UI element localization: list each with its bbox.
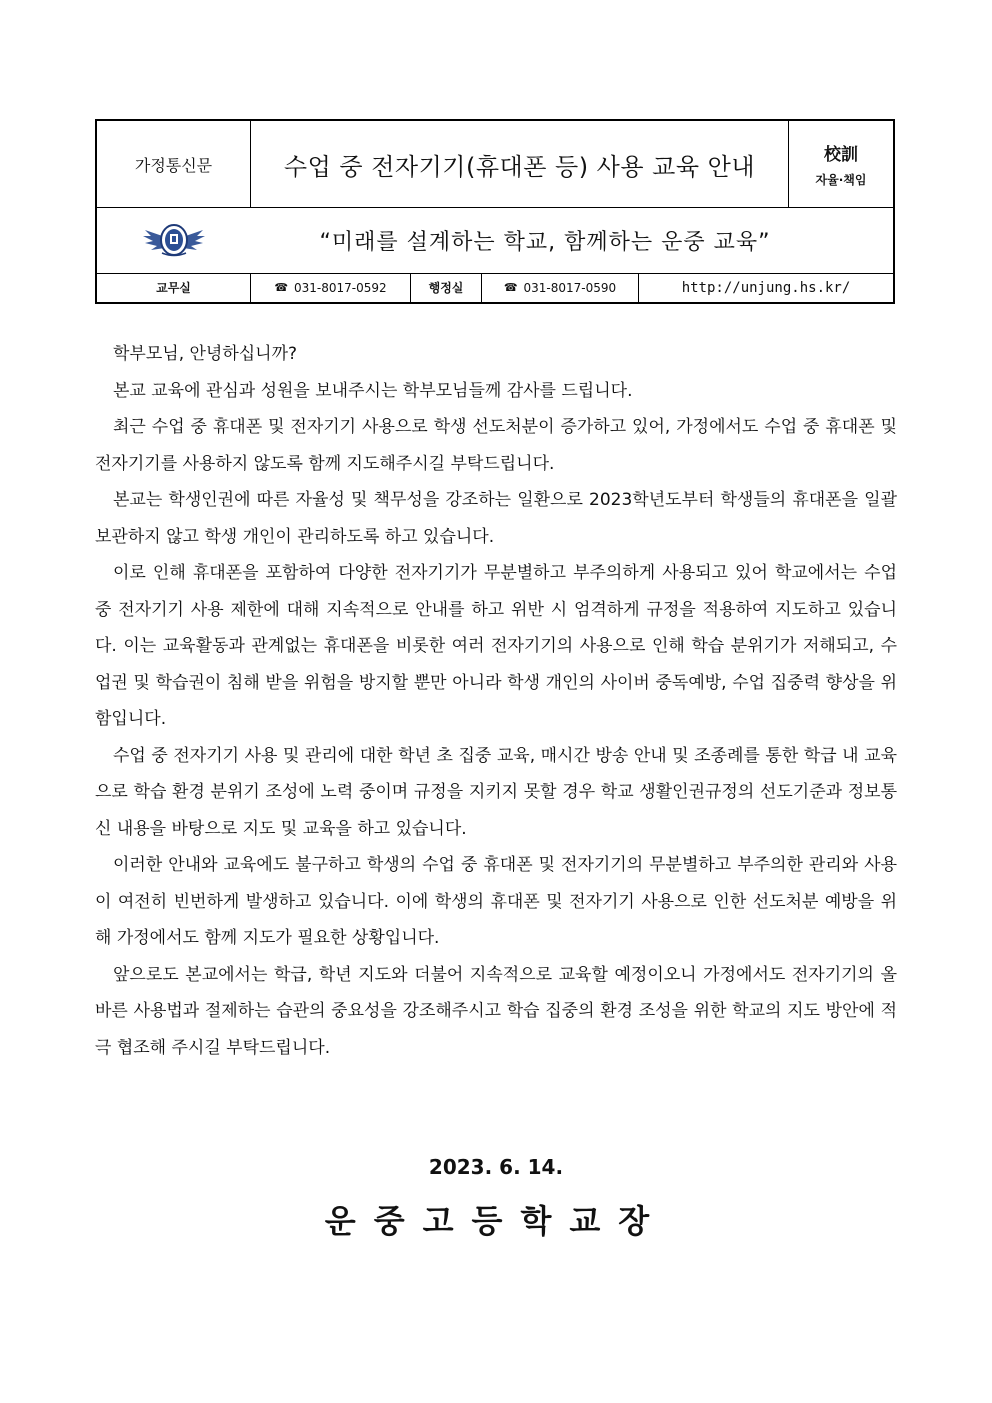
motto-label: 校訓	[824, 145, 858, 165]
phone-number: 031-8017-0592	[294, 280, 387, 295]
letter-paragraph: 최근 수업 중 휴대폰 및 전자기기 사용으로 학생 선도처분이 증가하고 있어, 가정에서도 수업 중 휴대폰 및 전자기기를 사용하지 않도록 함께 지도해주시길 부탁드립니다.	[95, 417, 897, 474]
phone-icon: ☎	[503, 281, 518, 294]
header-slogan-row	[97, 207, 893, 274]
letter-paragraph: 이러한 안내와 교육에도 불구하고 학생의 수업 중 휴대폰 및 전자기기의 무분별하고 부주의한 관리와 사용이 여전히 빈번하게 발생하고 있습니다. 이에 학생의 휴대폰 및 전자기기 사용으로 인한 선도처분 예방을 위해 가정에서도 함께 지도가 필요한 상황입니다.	[95, 855, 897, 948]
document-type-label: 가정통신문	[97, 121, 251, 207]
school-emblem-icon	[141, 222, 207, 258]
document-title: 수업 중 전자기기(휴대폰 등) 사용 교육 안내	[251, 121, 789, 207]
phone-icon: ☎	[274, 281, 289, 294]
letter-paragraph: 본교 교육에 관심과 성원을 보내주시는 학부모님들께 감사를 드립니다.	[113, 380, 633, 401]
header-contact-row	[97, 273, 893, 302]
letter-body	[95, 336, 897, 1066]
school-motto	[789, 121, 893, 207]
office-label-academic: 교무실	[97, 273, 251, 302]
letter-paragraph: 수업 중 전자기기 사용 및 관리에 대한 학년 초 집중 교육, 매시간 방송 안내 및 조종례를 통한 학급 내 교육으로 학습 환경 분위기 조성에 노력 중이며 규정을 지키지 못할 경우 학교 생활인권규정의 선도기준과 정보통신 내용을 바탕으로 지도 및 교육을 하고 있습니다.	[95, 745, 897, 839]
school-slogan: “미래를 설계하는 학교, 함께하는 운중 교육”	[319, 229, 771, 255]
office-phone-academic	[251, 273, 411, 302]
office-label-admin: 행정실	[411, 273, 482, 302]
letter-paragraph: 본교는 학생인권에 따른 자율성 및 책무성을 강조하는 일환으로 2023학년도부터 학생들의 휴대폰을 일괄 보관하지 않고 학생 개인이 관리하도록 하고 있습니다.	[95, 490, 897, 547]
letter-greeting: 학부모님, 안녕하십니까?	[113, 344, 298, 364]
office-phone-admin	[482, 273, 639, 302]
header-title-row	[97, 121, 893, 208]
letter-paragraph: 이로 인해 휴대폰을 포함하여 다양한 전자기기가 무분별하고 부주의하게 사용되고 있어 학교에서는 수업 중 전자기기 사용 제한에 대해 지속적으로 안내를 하고 위반 시 엄격하게 규정을 적용하여 지도하고 있습니다. 이는 교육활동과 관계없는 휴대폰을 비롯한 여러 전자기기의 사용으로 인해 학습 분위기가 저해되고, 수업권 및 학습권이 침해 받을 위험을 방지할 뿐만 아니라 학생 개인의 사이버 중독예방, 수업 집중력 향상을 위함입니다.	[95, 563, 897, 729]
phone-number: 031-8017-0590	[523, 280, 617, 295]
principal-signature: 운중고등학교장	[324, 1202, 668, 1240]
letter-paragraph: 앞으로도 본교에서는 학급, 학년 지도와 더불어 지속적으로 교육할 예정이오니 가정에서도 전자기기의 올바른 사용법과 절제하는 습관의 중요성을 강조해주시고 학습 집중의 환경 조성을 위한 학교의 지도 방안에 적극 협조해 주시길 부탁드립니다.	[95, 964, 897, 1058]
letter-date: 2023. 6. 14.	[428, 1155, 564, 1179]
motto-text: 자율·책임	[815, 173, 867, 187]
newsletter-header	[95, 119, 895, 304]
school-website-link[interactable]: http://unjung.hs.kr/	[681, 279, 851, 296]
